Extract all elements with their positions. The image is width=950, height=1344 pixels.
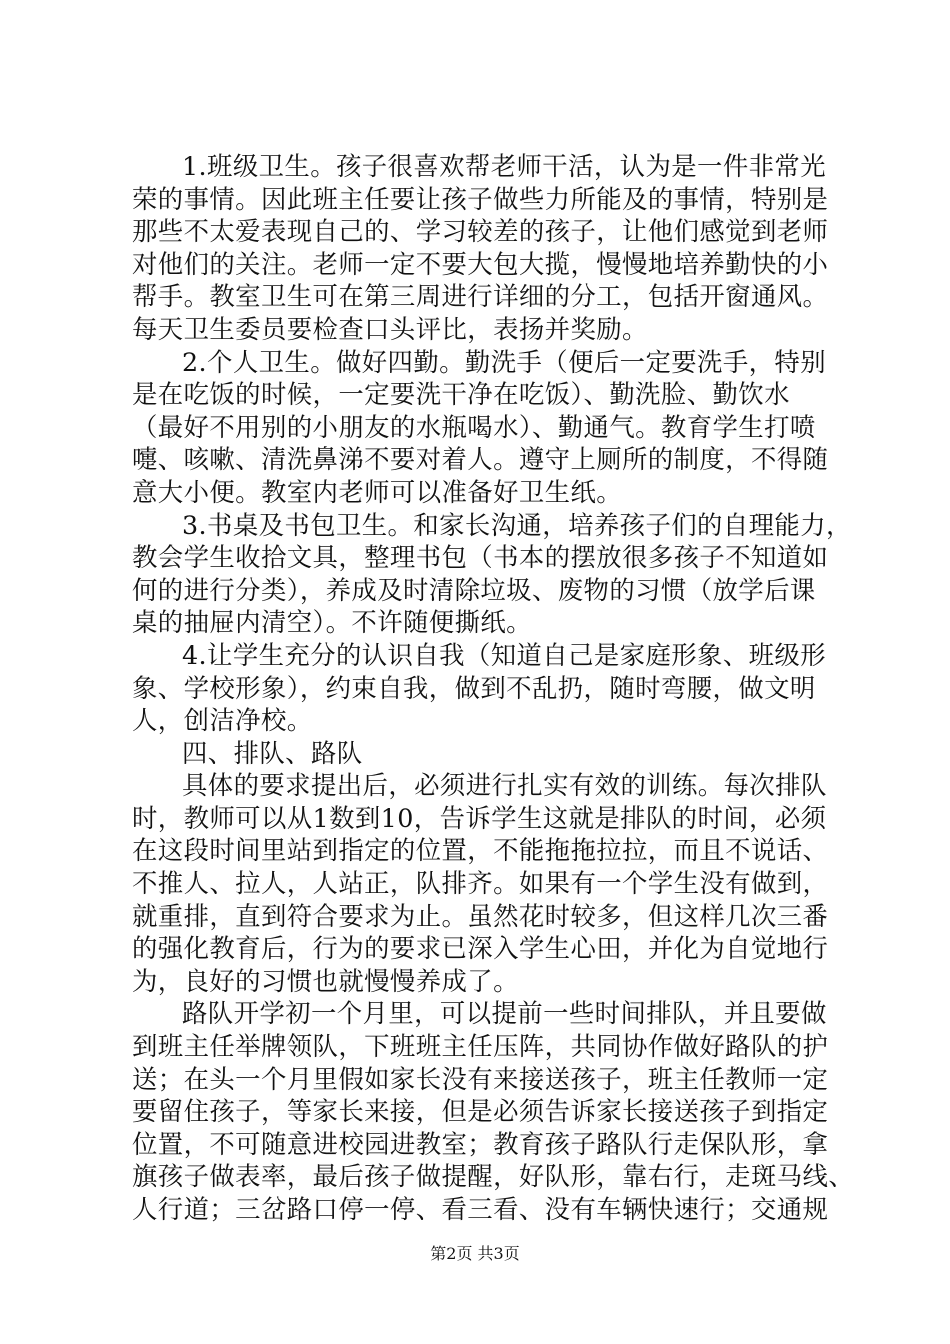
paragraph-2-line: 2.个人卫生。做好四勤。勤洗手（便后一定要洗手，特别 bbox=[182, 346, 827, 377]
paragraph-4-line: 象、学校形象），约束自我，做到不乱扔，随时弯腰，做文明 bbox=[132, 672, 816, 703]
paragraph-6-line: 到班主任举牌领队，下班班主任压阵，共同协作做好路队的护 bbox=[132, 1031, 829, 1062]
paragraph-6-line: 路队开学初一个月里，可以提前一些时间排队，并且要做 bbox=[182, 998, 827, 1029]
paragraph-2-line: （最好不用别的小朋友的水瓶喝水）、勤通气。教育学生打喷 bbox=[132, 411, 816, 442]
document-body bbox=[132, 150, 855, 1226]
paragraph-1-line: 荣的事情。因此班主任要让孩子做些力所能及的事情，特别是 bbox=[132, 183, 829, 214]
paragraph-1-line: 每天卫生委员要检查口头评比，表扬并奖励。 bbox=[132, 313, 648, 344]
paragraph-6-line: 人行道；三岔路口停一停、看三看、没有车辆快速行；交通规 bbox=[132, 1194, 829, 1224]
paragraph-3-line: 桌的抽屉内清空）。不许随便撕纸。 bbox=[132, 607, 532, 638]
paragraph-4-line: 4.让学生充分的认识自我（知道自己是家庭形象、班级形 bbox=[182, 639, 827, 670]
paragraph-3-line: 3.书桌及书包卫生。和家长沟通，培养孩子们的自理能力， bbox=[182, 509, 852, 540]
paragraph-6-line: 要留住孩子，等家长来接，但是必须告诉家长接送孩子到指定 bbox=[132, 1096, 829, 1127]
paragraph-3-line: 何的进行分类），养成及时清除垃圾、废物的习惯（放学后课 bbox=[132, 574, 816, 605]
paragraph-4-line: 人，创洁净校。 bbox=[132, 705, 313, 736]
paragraph-2-line: 是在吃饭的时候，一定要洗干净在吃饭）、勤洗脸、勤饮水 bbox=[132, 379, 790, 410]
page-number-footer: 第2页 共3页 bbox=[430, 1244, 520, 1263]
paragraph-5-line: 就重排，直到符合要求为止。虽然花时较多，但这样几次三番 bbox=[132, 900, 829, 931]
paragraph-3-line: 教会学生收拾文具，整理书包（书本的摆放很多孩子不知道如 bbox=[132, 542, 829, 573]
paragraph-6-line: 送；在头一个月里假如家长没有来接送孩子，班主任教师一定 bbox=[132, 1063, 829, 1094]
paragraph-1-line: 对他们的关注。老师一定不要大包大揽，慢慢地培养勤快的小 bbox=[132, 248, 829, 279]
paragraph-5-line: 在这段时间里站到指定的位置，不能拖拖拉拉，而且不说话、 bbox=[132, 835, 829, 866]
paragraph-5-line: 具体的要求提出后，必须进行扎实有效的训练。每次排队 bbox=[182, 770, 827, 801]
paragraph-5-line: 为，良好的习惯也就慢慢养成了。 bbox=[132, 965, 519, 996]
paragraph-2-line: 嚏、咳嗽、清洗鼻涕不要对着人。遵守上厕所的制度，不得随 bbox=[132, 444, 829, 475]
paragraph-1-line: 那些不太爱表现自己的、学习较差的孩子，让他们感觉到老师 bbox=[132, 216, 829, 247]
paragraph-6-line: 旗孩子做表率，最后孩子做提醒，好队形，靠右行，走斑马线、 bbox=[132, 1161, 855, 1192]
section-heading: 四、排队、路队 bbox=[182, 737, 363, 768]
paragraph-1-line: 1.班级卫生。孩子很喜欢帮老师干活，认为是一件非常光 bbox=[182, 151, 827, 181]
paragraph-6-line: 位置，不可随意进校园进教室；教育孩子路队行走保队形，拿 bbox=[132, 1128, 829, 1159]
paragraph-5-line: 不推人、拉人，人站正，队排齐。如果有一个学生没有做到， bbox=[132, 868, 829, 899]
paragraph-2-line: 意大小便。教室内老师可以准备好卫生纸。 bbox=[132, 476, 623, 507]
paragraph-1-line: 帮手。教室卫生可在第三周进行详细的分工，包括开窗通风。 bbox=[132, 281, 829, 312]
paragraph-5-line: 的强化教育后，行为的要求已深入学生心田，并化为自觉地行 bbox=[132, 933, 829, 964]
paragraph-5-line: 时，教师可以从1数到10，告诉学生这就是排队的时间，必须 bbox=[132, 802, 827, 833]
